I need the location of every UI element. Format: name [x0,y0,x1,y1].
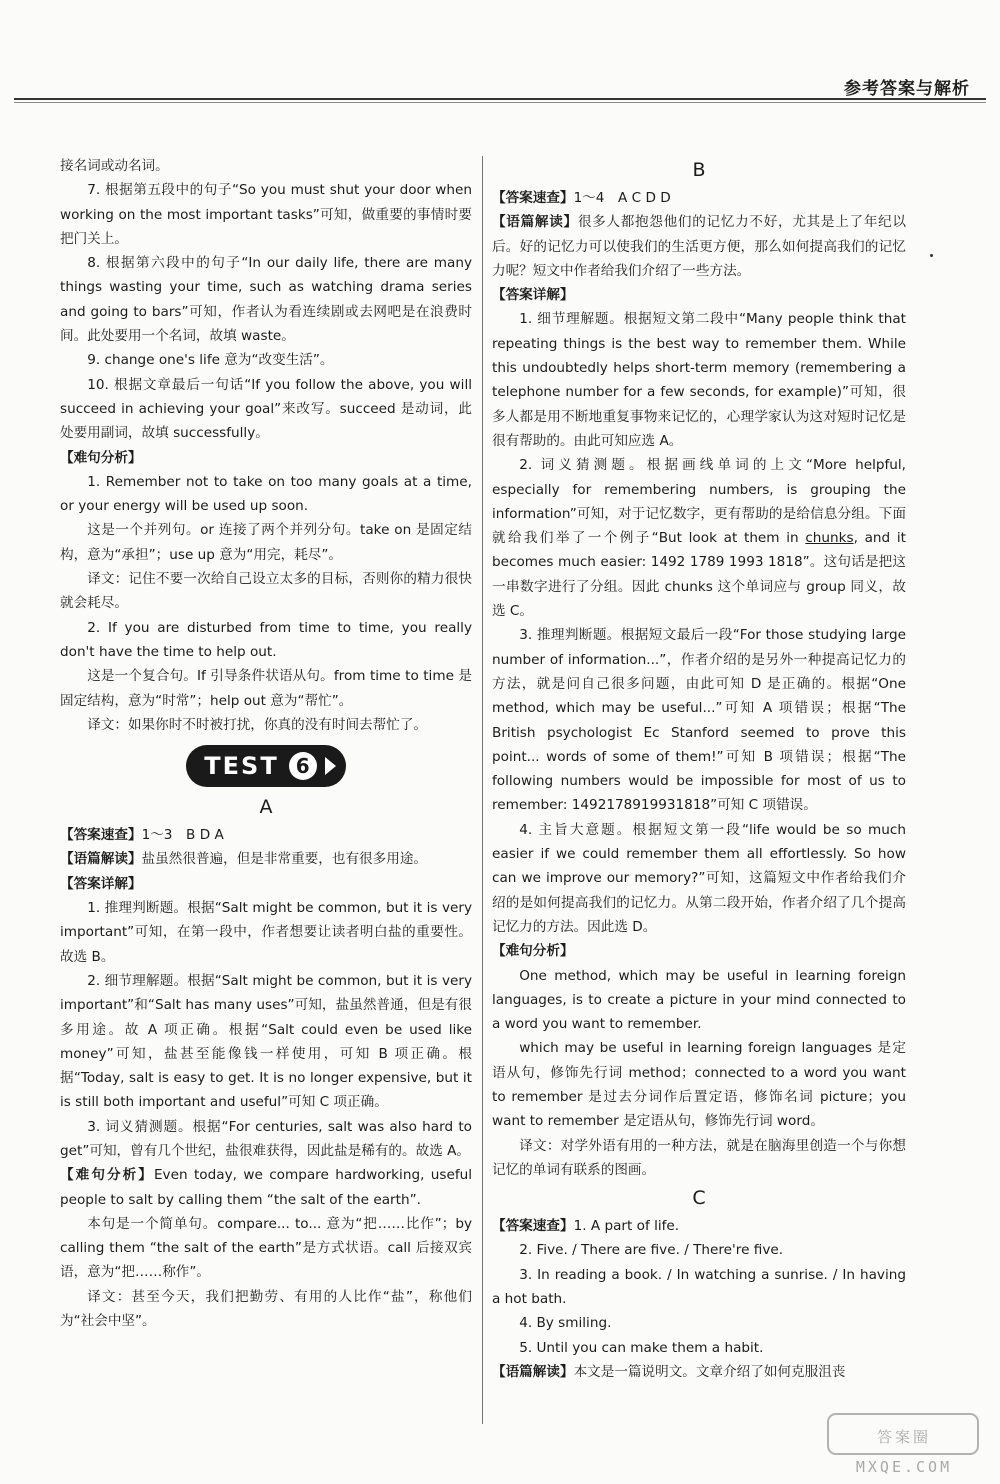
left-top-block [60,154,472,737]
section-heading-a: A [259,796,273,819]
paragraph-text: 本句是一个简单句。compare... to... 意为“把……比作”；by calling them “the salt of the earth”是方式状语。call 后接双宾语，意为“把……称作”。 [60,1215,472,1281]
paragraph [492,307,906,453]
paragraph [492,1263,906,1312]
paragraph [60,178,472,251]
section-tag: 【答案详解】 [492,287,574,304]
paragraph [492,210,906,283]
paragraph [60,896,472,969]
paragraph-text: 7. 根据第五段中的句子“So you must shut your door when working on the most important tasks”可知，做重要的事情时要把门关上。 [60,182,472,247]
section-tag: 【答案速查】 [60,827,142,844]
right-column [492,154,906,1384]
paragraph-text: 很多人都抱怨他们的记忆力不好，尤其是上了年纪以后。好的记忆力可以使我们的生活更方便，那么如何提高我们的记忆力呢？短文中作者给我们介绍了一些方法。 [492,214,907,279]
paragraph [60,1212,472,1285]
paragraph [492,1360,906,1384]
paragraph-text: 5. Until you can make them a habit. [519,1339,764,1356]
section-tag: 【难句分析】 [60,1167,154,1184]
paragraph [60,1115,472,1164]
paragraph-text: Even today, we compare hardworking, useful people to salt by calling them “the salt of the earth”. [60,1167,473,1208]
paragraph [60,567,472,616]
underlined-word: chunks [805,530,854,547]
paragraph [60,470,472,519]
paragraph [60,446,472,470]
paragraph [60,664,472,713]
page-header-title: 参考答案与解析 [844,79,970,99]
section-tag: 【语篇解读】 [492,1363,574,1380]
paragraph [492,623,906,817]
paragraph-text: 接名词或动名词。 [60,158,169,174]
paragraph [60,251,472,348]
paragraph-text: 2. If you are disturbed from time to time, you really don't have the time to help out. [60,619,472,660]
paragraph [492,453,906,623]
paragraph [60,1285,472,1334]
section-tag: 【语篇解读】 [60,851,142,868]
paragraph [60,847,472,871]
test-number: 6 [289,752,317,780]
watermark-logo-text: 答案圈 [876,1428,932,1446]
speck [930,254,933,257]
paragraph-text: 1. Remember not to take on too many goals at a time, or your energy will be used up soon. [60,473,472,515]
paragraph-text: 盐虽然很普遍，但是非常重要，也有很多用途。 [141,851,428,868]
play-arrow-icon [325,757,336,775]
paragraph-text: 3. 推理判断题。根据短文最后一段“For those studying large number of information...”，作者介绍的是另外一种提高记忆力的方法，就是问自己很多问题，由此可知 D 是正确的。根据“One method, which may be useful...”可知 A 项错误；根据“The British psychologist Ec Stanford seemed to prove this point... words of some of them!”可知 B 项错误；根据“The following numbers would be impossible for most of us to remember: 14921789199318​18”可知 C 项错误。 [492,627,906,814]
test-heading [60,745,472,791]
paragraph-text: One method, which may be useful in learning foreign languages, is to create a picture in your mind connected to a word you want to remember. [492,967,906,1033]
watermark-logo [824,1412,984,1476]
header-rule-thin [14,102,986,103]
paragraph-text: 1. A part of life. [573,1218,680,1235]
paragraph-text: 3. 词义猜测题。根据“For centuries, salt was also hard to get”可知，曾有几个世纪，盐很难获得，因此盐是稀有的。故选 A。 [60,1118,472,1159]
paragraph [492,964,906,1037]
paragraph [492,1238,906,1262]
paragraph-text: which may be useful in learning foreign languages 是定语从句，修饰先行词 method；connected to a word you want to remember 是过去分词作后置定语，修饰名词 picture；you want to remember 是定语从句，修饰先行词 word。 [492,1040,906,1130]
paragraph-text: , and it becomes much easier: 1492 1789 1993 1818”。这句话是把这一串数字进行了分组。因此 chunks 这个单词应与 group 同义，故选 C。 [492,530,906,620]
paragraph-text: 2. Five. / There are five. / There're five. [519,1242,784,1259]
paragraph [60,872,472,896]
paragraph-text: 这是一个复合句。If 引导条件状语从句。from time to time 是固定结构，意为“时常”；help out 意为“帮忙”。 [60,668,472,709]
paragraph-text: 4. By smiling. [519,1315,612,1332]
left-column [60,154,472,1333]
paragraph-text: 1. 细节理解题。根据短文第二段中“Many people think that repeating things is the best way to remember them. While this undoubtedly helps short-term memory (remembering a telephone number for a few seconds, for example)”可知，很多人都是用不断地重复事物来记忆的，心理学家认为这对短时记忆是很有帮助的。由此可知应选 A。 [492,311,906,449]
paragraph-text: 译文：记住不要一次给自己设立太多的目标，否则你的精力很快就会耗尽。 [60,571,472,612]
section-tag: 【答案速查】 [492,190,574,206]
test-badge [186,745,345,787]
paragraph-text: 3. In reading a book. / In watching a sunrise. / In having a hot bath. [492,1266,906,1308]
paragraph [60,969,472,1115]
paragraph [492,1134,906,1183]
paragraph [60,616,472,665]
paragraph-text: 1～4 A C D D [573,190,671,206]
paragraph [60,154,472,178]
column-divider [482,156,483,1424]
paragraph [492,1036,906,1133]
paragraph-text: 译文：如果你时不时被打扰，你真的没有时间去帮忙了。 [87,716,428,733]
section-tag: 【难句分析】 [60,449,142,466]
section-heading-c: C [692,1187,706,1210]
section-b-block [492,186,906,1182]
paragraph [60,348,472,372]
section-tag: 【答案速查】 [492,1218,574,1235]
paragraph-text: 10. 根据文章最后一句话“If you follow the above, you will succeed in achieving your goal”来改写。succeed 是动词，此处要用副词，故填 successfully。 [60,376,472,442]
section-tag: 【答案详解】 [60,875,142,892]
paragraph-text: 1. 推理判断题。根据“Salt might be common, but it is very important”可知，在第一段中，作者想要让读者明白盐的重要性。故选 B。 [60,900,472,965]
paragraph-text: 本文是一篇说明文。文章介绍了如何克服沮丧 [573,1363,846,1380]
paragraph [60,1163,472,1212]
paragraph [492,939,906,963]
paragraph [492,1214,906,1238]
paragraph [60,518,472,567]
section-tag: 【语篇解读】 [492,214,578,231]
paragraph-text: 4. 主旨大意题。根据短文第一段“life would be so much easier if we could remember them all effortlessly. So how can we improve our memory?”可知，这篇短文中作者给我们介绍的是如何提高我们的记忆力。从第二段开始，作者介绍了几个提高记忆力的方法。因此选 D。 [492,821,906,935]
paragraph-text: 1～3 B D A [141,827,224,844]
paragraph-text: 2. 词义猜测题。根据画线单词的上文“More helpful, especially for remembering numbers, is grouping the information”可知，对于记忆数字，更有帮助的是给信息分组。下面就给我们举了一个例子“But look at them in [492,457,906,547]
section-tag: 【难句分析】 [492,943,574,960]
section-a-block [60,823,472,1333]
paragraph [492,1336,906,1360]
test-label: TEST [204,751,279,780]
watermark-text: MXQE.COM [855,1458,953,1476]
paragraph-text: 这是一个并列句。or 连接了两个并列分句。take on 是固定结构，意为“承担”；use up 意为“用完，耗尽”。 [60,522,472,563]
paragraph [492,283,906,307]
paragraph [492,1311,906,1335]
paragraph [60,713,472,737]
section-heading-b: B [692,159,706,181]
section-c-block [492,1214,906,1384]
paragraph-text: 2. 细节理解题。根据“Salt might be common, but it is very important”和“Salt has many uses”可知，盐虽然普通，但是有很多用途。故 A 项正确。根据“Salt could even be used like money”可知，盐甚至能像钱一样使用，可知 B 项正确。根据“Today, salt is easy to get. It is no longer expensive, but it is still both important and useful”可知 C 项正确。 [60,972,472,1111]
paragraph [60,823,472,847]
paragraph [492,186,906,210]
paragraph [492,818,906,939]
header-rule [14,98,986,100]
paragraph-text: 译文：甚至今天，我们把勤劳、有用的人比作“盐”，称他们为“社会中坚”。 [60,1288,472,1330]
paragraph-text: 9. change one's life 意为“改变生活”。 [87,352,334,369]
paragraph-text: 译文：对学外语有用的一种方法，就是在脑海里创造一个与你想记忆的单词有联系的图画。 [492,1137,906,1178]
paragraph [60,373,472,446]
paragraph-text: 8. 根据第六段中的句子“In our daily life, there are many things wasting your time, such as watching drama series and going to bars”可知，作者认为看连续剧或去网吧是在浪费时间。此处要用一个名词，故填 waste。 [60,255,472,345]
